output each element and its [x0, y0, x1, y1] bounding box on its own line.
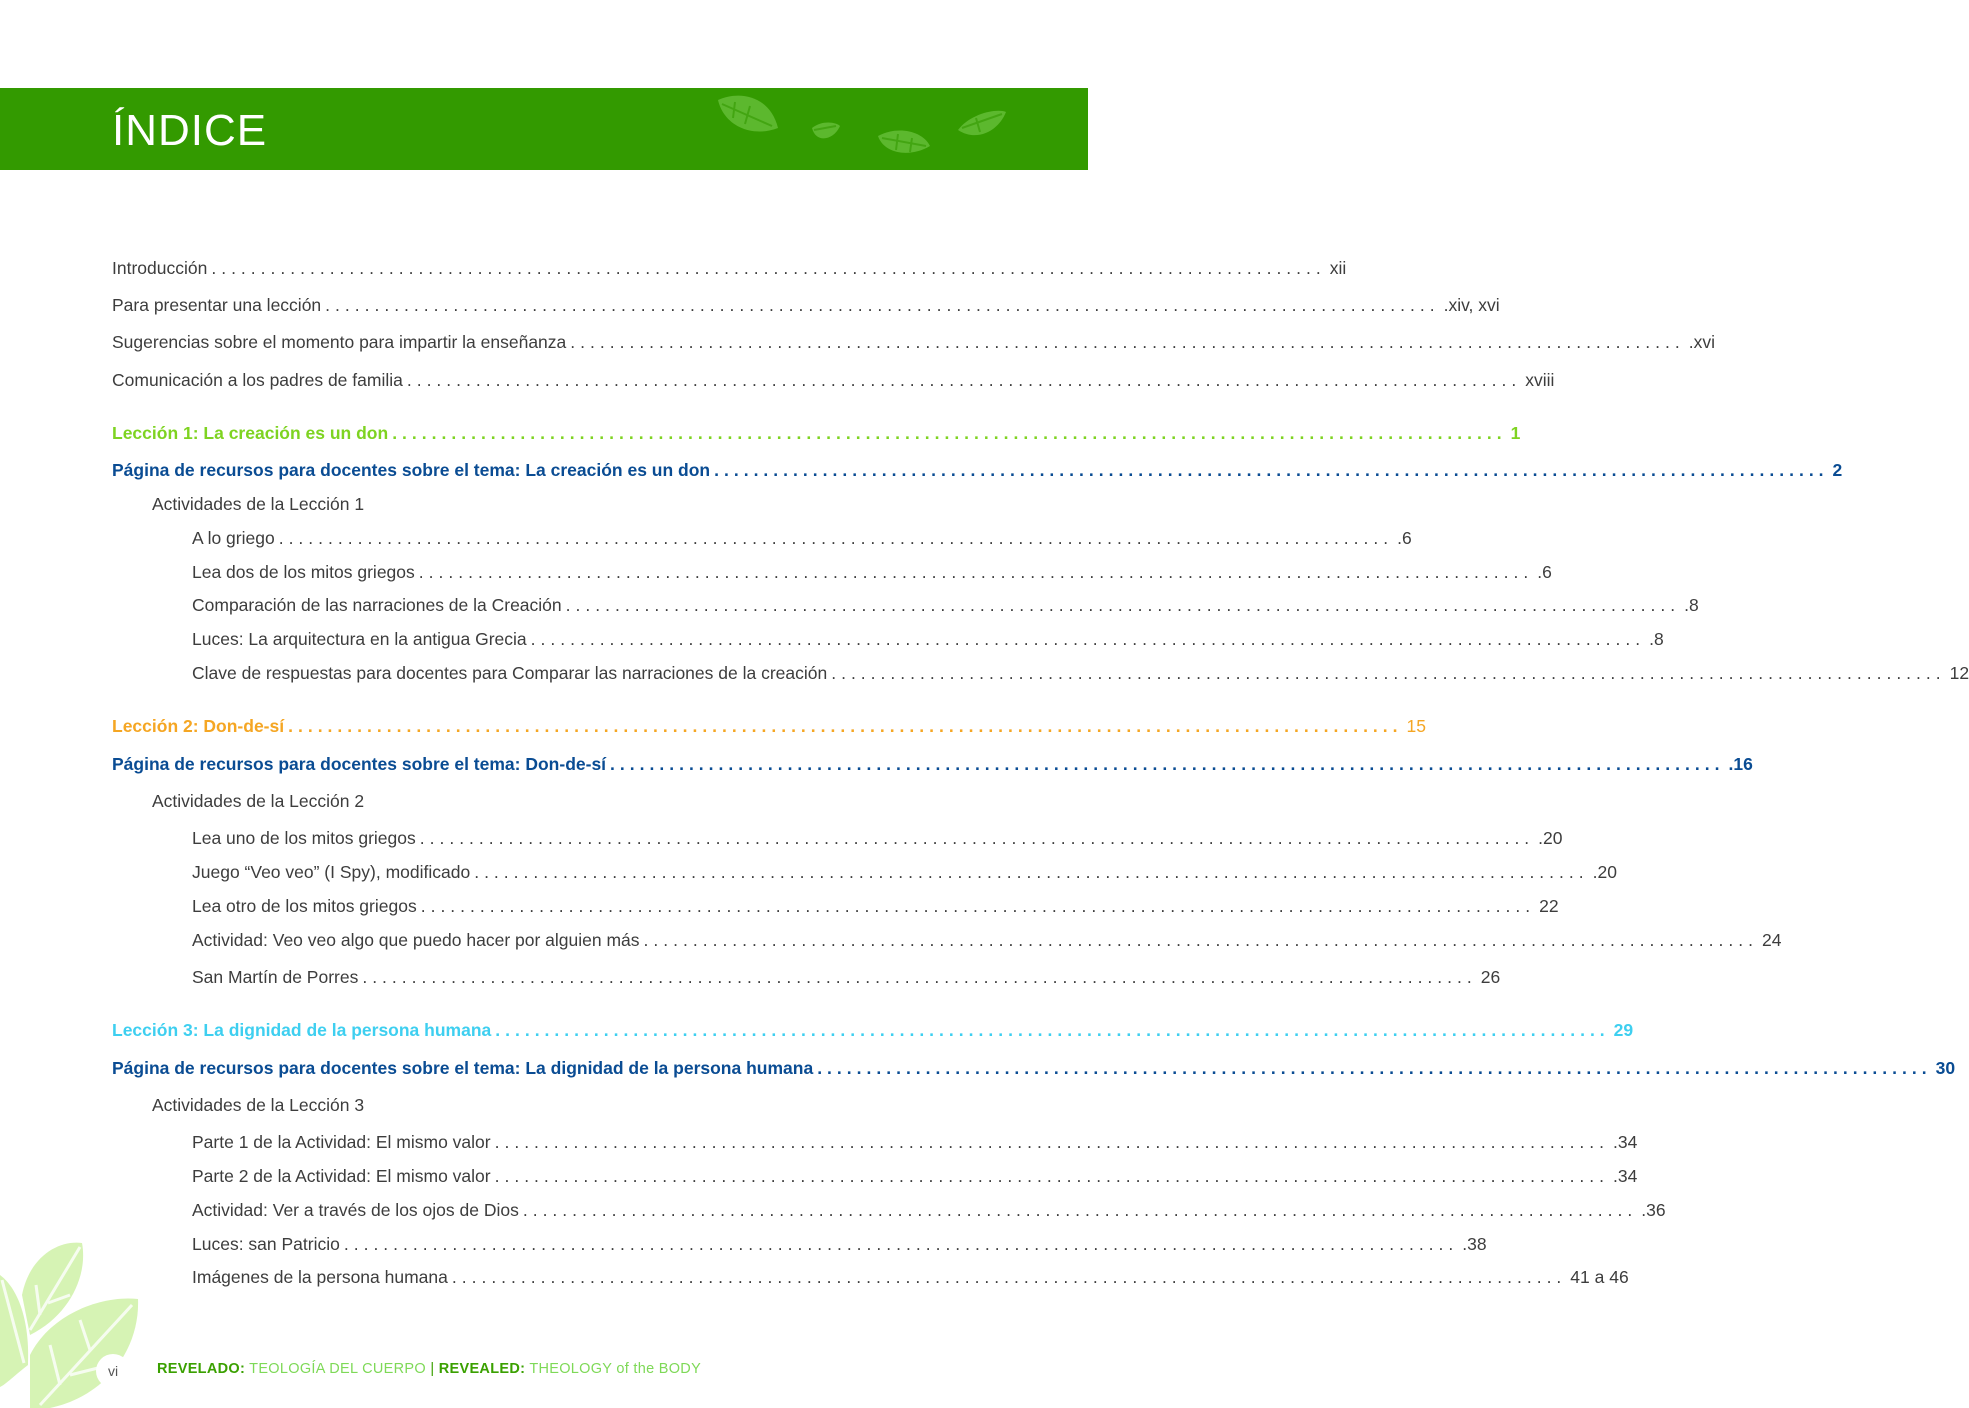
dot-leader: .................................................................................................................	[420, 896, 1536, 916]
dot-leader: .................................................................................................................	[494, 1166, 1610, 1186]
toc-page: 29	[1613, 1020, 1634, 1040]
lesson-title: Lección 1: La creación es un don	[112, 423, 389, 443]
activities-heading: Actividades de la Lección 3	[152, 1095, 365, 1115]
dot-leader: .................................................................................................................	[495, 1020, 1610, 1040]
toc-activity-row[interactable]	[192, 925, 1782, 951]
dot-leader: .................................................................................................................	[288, 716, 1403, 736]
toc-label: Imágenes de la persona humana	[192, 1267, 448, 1287]
toc-activity-row[interactable]	[192, 557, 1552, 583]
toc-page: 41 a 46	[1570, 1267, 1629, 1287]
toc-label: Luces: La arquitectura en la antigua Grecia	[192, 629, 527, 649]
resource-title: Página de recursos para docentes sobre el tema: Don-de-sí	[112, 754, 607, 774]
toc-activity-row[interactable]	[192, 857, 1617, 883]
toc-page: .36	[1641, 1200, 1666, 1220]
lesson-title: Lección 3: La dignidad de la persona humana	[112, 1020, 492, 1040]
lesson-title: Lección 2: Don-de-sí	[112, 716, 285, 736]
toc-page: 2	[1832, 460, 1843, 480]
dot-leader: .................................................................................................................	[610, 754, 1725, 774]
dot-leader: .................................................................................................................	[530, 629, 1646, 649]
dot-leader: .................................................................................................................	[494, 1132, 1610, 1152]
toc-label: Parte 1 de la Actividad: El mismo valor	[192, 1132, 491, 1152]
toc-label: Para presentar una lección	[112, 295, 322, 315]
toc-page: 24	[1761, 930, 1782, 950]
toc-page: 1	[1510, 423, 1521, 443]
toc-activity-row[interactable]	[192, 1127, 1638, 1153]
toc-page: .xiv, xvi	[1443, 295, 1500, 315]
dot-leader: .................................................................................................................	[392, 423, 1507, 443]
toc-label: Luces: san Patricio	[192, 1234, 340, 1254]
dot-leader: .................................................................................................................	[343, 1234, 1459, 1254]
dot-leader: .................................................................................................................	[362, 967, 1477, 987]
footer-revealed-sub: THEOLOGY of the BODY	[529, 1361, 702, 1377]
toc-page: xii	[1329, 258, 1347, 278]
dot-leader: .................................................................................................................	[570, 332, 1685, 352]
footer-separator: |	[430, 1361, 435, 1377]
dot-leader: .................................................................................................................	[474, 862, 1589, 882]
dot-leader: .................................................................................................................	[418, 562, 1534, 582]
toc-teacher-resource-3[interactable]	[112, 1053, 1956, 1079]
toc-label: Introducción	[112, 258, 208, 278]
dot-leader: .................................................................................................................	[522, 1200, 1638, 1220]
toc-intro-row[interactable]	[112, 327, 1715, 353]
activities-heading: Actividades de la Lección 1	[152, 494, 365, 514]
dot-leader: .................................................................................................................	[643, 930, 1758, 950]
toc-lesson-2[interactable]	[112, 711, 1426, 737]
toc-page: .34	[1613, 1166, 1638, 1186]
toc-page: 26	[1480, 967, 1501, 987]
toc-page: .20	[1592, 862, 1617, 882]
page-title: ÍNDICE	[112, 106, 268, 155]
toc-label: Parte 2 de la Actividad: El mismo valor	[192, 1166, 491, 1186]
toc-page: .20	[1538, 828, 1563, 848]
dot-leader: .................................................................................................................	[714, 460, 1829, 480]
toc-page: 15	[1406, 716, 1426, 736]
toc-label: A lo griego	[192, 528, 275, 548]
toc-teacher-resource-1[interactable]	[112, 455, 1843, 481]
footer-revelado: REVELADO:	[157, 1361, 246, 1377]
toc-activity-row[interactable]	[192, 590, 1699, 616]
toc-label: Lea otro de los mitos griegos	[192, 896, 417, 916]
toc-activity-row[interactable]	[192, 1229, 1487, 1255]
dot-leader: .................................................................................................................	[211, 258, 1326, 278]
dot-leader: .................................................................................................................	[406, 370, 1522, 390]
toc-activity-row[interactable]	[192, 523, 1412, 549]
toc-label: Actividad: Veo veo algo que puedo hacer por alguien más	[192, 930, 640, 950]
toc-label: Comparación de las narraciones de la Creación	[192, 595, 562, 615]
toc-page: .6	[1537, 562, 1552, 582]
toc-activity-row[interactable]	[192, 891, 1559, 917]
activities-heading: Actividades de la Lección 2	[152, 791, 365, 811]
footer-revealed: REVEALED:	[438, 1361, 526, 1377]
toc-teacher-resource-2[interactable]	[112, 749, 1753, 775]
leaf-icon	[0, 88, 1088, 170]
dot-leader: .................................................................................................................	[419, 828, 1535, 848]
toc-label: Lea dos de los mitos griegos	[192, 562, 415, 582]
toc-lesson-1[interactable]	[112, 418, 1521, 444]
toc-label: Sugerencias sobre el momento para impartir la enseñanza	[112, 332, 567, 352]
dot-leader: .................................................................................................................	[278, 528, 1394, 548]
footer-revelado-sub: TEOLOGÍA DEL CUERPO	[249, 1361, 426, 1377]
footer-title	[157, 1361, 701, 1377]
toc-page: xviii	[1525, 370, 1555, 390]
page-number-badge	[96, 1354, 130, 1388]
dot-leader: .................................................................................................................	[325, 295, 1440, 315]
page-footer	[0, 1352, 1088, 1388]
dot-leader: .................................................................................................................	[451, 1267, 1567, 1287]
toc-activity-row[interactable]	[192, 823, 1563, 849]
toc-activity-row[interactable]	[192, 1195, 1666, 1221]
toc-intro-row[interactable]	[112, 365, 1555, 391]
toc-label: Comunicación a los padres de familia	[112, 370, 403, 390]
dot-leader: .................................................................................................................	[817, 1058, 1932, 1078]
toc-page: 12	[1949, 663, 1969, 683]
resource-title: Página de recursos para docentes sobre el tema: La dignidad de la persona humana	[112, 1058, 814, 1078]
toc-page: .16	[1728, 754, 1753, 774]
page-number: vi	[107, 1363, 119, 1379]
resource-title: Página de recursos para docentes sobre el tema: La creación es un don	[112, 460, 711, 480]
toc-page: .34	[1613, 1132, 1638, 1152]
toc-activity-row[interactable]	[192, 658, 1969, 684]
toc-label: Lea uno de los mitos griegos	[192, 828, 416, 848]
toc-activity-row[interactable]	[192, 1262, 1629, 1288]
toc-intro-row[interactable]	[112, 290, 1500, 316]
toc-activity-row[interactable]	[192, 624, 1664, 650]
toc-page: .8	[1649, 629, 1664, 649]
toc-page: 22	[1539, 896, 1559, 916]
toc-lesson-3[interactable]	[112, 1015, 1634, 1041]
dot-leader: .................................................................................................................	[831, 663, 1946, 683]
dot-leader: .................................................................................................................	[565, 595, 1681, 615]
toc-page: .8	[1684, 595, 1699, 615]
header-banner	[0, 88, 1088, 170]
toc-label: Actividad: Ver a través de los ojos de Dios	[192, 1200, 519, 1220]
toc-label: San Martín de Porres	[192, 967, 359, 987]
toc-page: .38	[1462, 1234, 1487, 1254]
toc-page: .6	[1397, 528, 1412, 548]
toc-activity-row[interactable]	[192, 1161, 1638, 1187]
toc-intro-row[interactable]	[112, 253, 1347, 279]
toc-label: Juego “Veo veo” (I Spy), modificado	[192, 862, 471, 882]
toc-page: 30	[1935, 1058, 1956, 1078]
toc-label: Clave de respuestas para docentes para Comparar las narraciones de la creación	[192, 663, 828, 683]
toc-page: .xvi	[1688, 332, 1715, 352]
toc-activity-row[interactable]	[192, 962, 1501, 988]
